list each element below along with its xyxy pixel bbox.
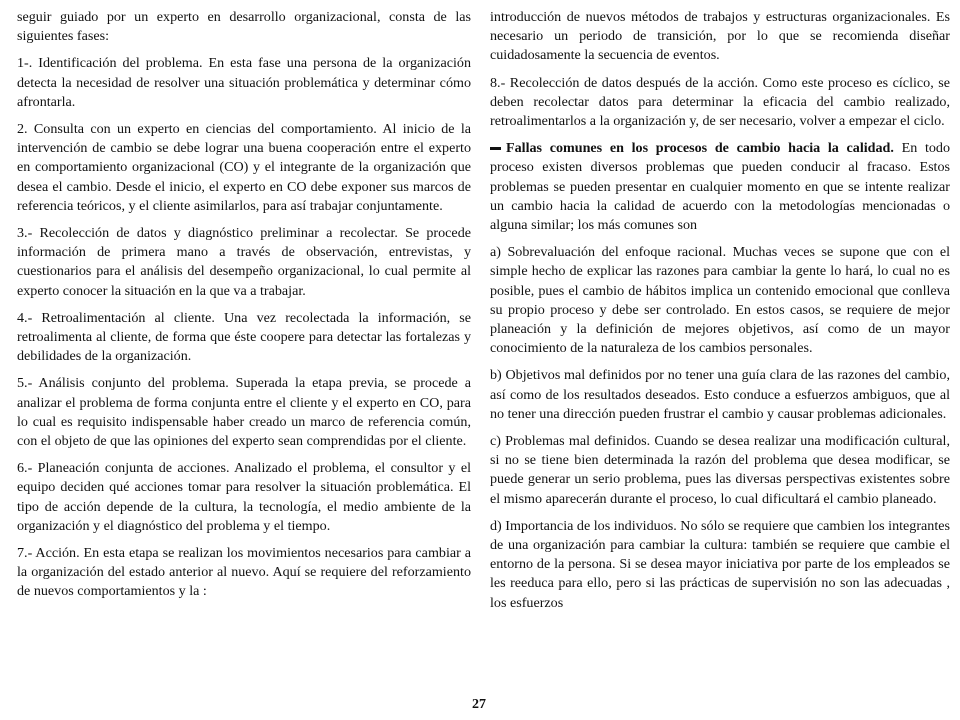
paragraph-intro-continued: seguir guiado por un experto en desarrollo organizacional, consta de las siguientes fases: [17,9,471,45]
paragraph-phase-1: 1-. Identificación del problema. En esta fase una persona de la organización detecta la necesidad de resolver una situación problemática y determinar cómo afrontarla. [17,55,471,110]
section-body: En todo proceso existen diversos problemas que pueden conducir al fracaso. Estos problemas se pueden presentar en cualquier momento en que se intente realizar un cambio hacia la calidad de acuerdo con la metodologías mencionadas o alguna similar; los más comunes son [490,140,950,234]
left-column [17,8,471,610]
right-column [490,8,950,621]
page-number: 27 [472,697,486,712]
paragraph-phase-7: 7.- Acción. En esta etapa se realizan los movimientos necesarios para cambiar a la organización del estado anterior al nuevo. Aquí se requiere del reforzamiento de nuevos comportamientos y la : [17,545,471,600]
paragraph-phase-6: 6.- Planeación conjunta de acciones. Analizado el problema, el consultor y el equipo deciden qué acciones tomar para resolver la situación problemática. El tipo de acción depende de la cultura, la tecnología, el medio ambiente de la organización y el diagnóstico del problema y el tiempo. [17,460,471,534]
list-item-d: d) Importancia de los individuos. No sólo se requiere que cambien los integrantes de una organización para cambiar la cultura: también se requiere que cambie el entorno de la persona. Si se desea mayor iniciativa por parte de los empleados se les reeduca para ello, pero si las prácticas de supervisión no son las adecuadas , los esfuerzos [490,517,950,611]
dash-bullet-icon [490,147,501,150]
paragraph-phase-2: 2. Consulta con un experto en ciencias del comportamiento. Al inicio de la intervención de cambio se debe lograr una buena cooperación entre el experto en comportamiento organizacional (CO) y el integrante de la organización que desea el cambio. Desde el inicio, el experto en CO debe exponer sus marcos de referencia teóricos, y el cliente asimilarlos, para así trabajar conjuntamente. [17,121,471,214]
section-common-failures [490,139,950,235]
list-item-a: a) Sobrevaluación del enfoque racional. Muchas veces se supone que con el simple hecho de explicar las razones para cambiar la gente lo hará, lo cual no es posible, pues el cambio de hábitos implica un contenido emocional que conlleva su propio proceso y debe ser controlado. En estos casos, se requiere de mejor planeación y la definición de mejores objetivos, así como de un mayor conocimiento de la naturaleza de los cambios personales. [490,244,950,357]
list-item-c: c) Problemas mal definidos. Cuando se desea realizar una modificación cultural, si no se tiene bien determinada la razón del problema que desea modificar, se puede generar un serio problema, pues las diversas perspectivas existentes sobre el mismo aparecerán durante el proceso, lo cual dificultará el cambio planeado. [490,433,950,507]
paragraph-phase-3: 3.- Recolección de datos y diagnóstico preliminar a recolectar. Se procede información de primera mano a través de observación, entrevistas, y cuestionarios para el análisis del desempeño organizacional, lo cual permite al experto conocer la situación en la que va a trabajar. [17,225,471,299]
section-title: Fallas comunes en los procesos de cambio hacia la calidad. [506,140,894,157]
list-item-b: b) Objetivos mal definidos por no tener una guía clara de las razones del cambio, así como de los resultados deseados. Esto conduce a esfuerzos ambiguos, que al no tener una dirección pueden frustrar el cambio y causar problemas adicionales. [490,367,950,422]
paragraph-phase-7-continued: introducción de nuevos métodos de trabajos y estructuras organizacionales. Es necesario un periodo de transición, por lo que se recomienda diseñar cuidadosamente la secuencia de eventos. [490,9,950,64]
paragraph-phase-8: 8.- Recolección de datos después de la acción. Como este proceso es cíclico, se deben recolectar datos para determinar la eficacia del cambio realizado, retroalimentarlos a la organización y, de ser necesario, volver a empezar el ciclo. [490,74,950,130]
paragraph-phase-5: 5.- Análisis conjunto del problema. Superada la etapa previa, se procede a analizar el problema de forma conjunta entre el cliente y el experto en CO, para lo cual es requisito indispensable haber creado un marco de referencia común, con el objeto de que las opiniones del experto sean comprendidas por el cliente. [17,375,471,450]
paragraph-phase-4: 4.- Retroalimentación al cliente. Una vez recolectada la información, se retroalimenta al cliente, de forma que éste coopere para detectar las fortalezas y debilidades de la organización. [17,309,471,365]
